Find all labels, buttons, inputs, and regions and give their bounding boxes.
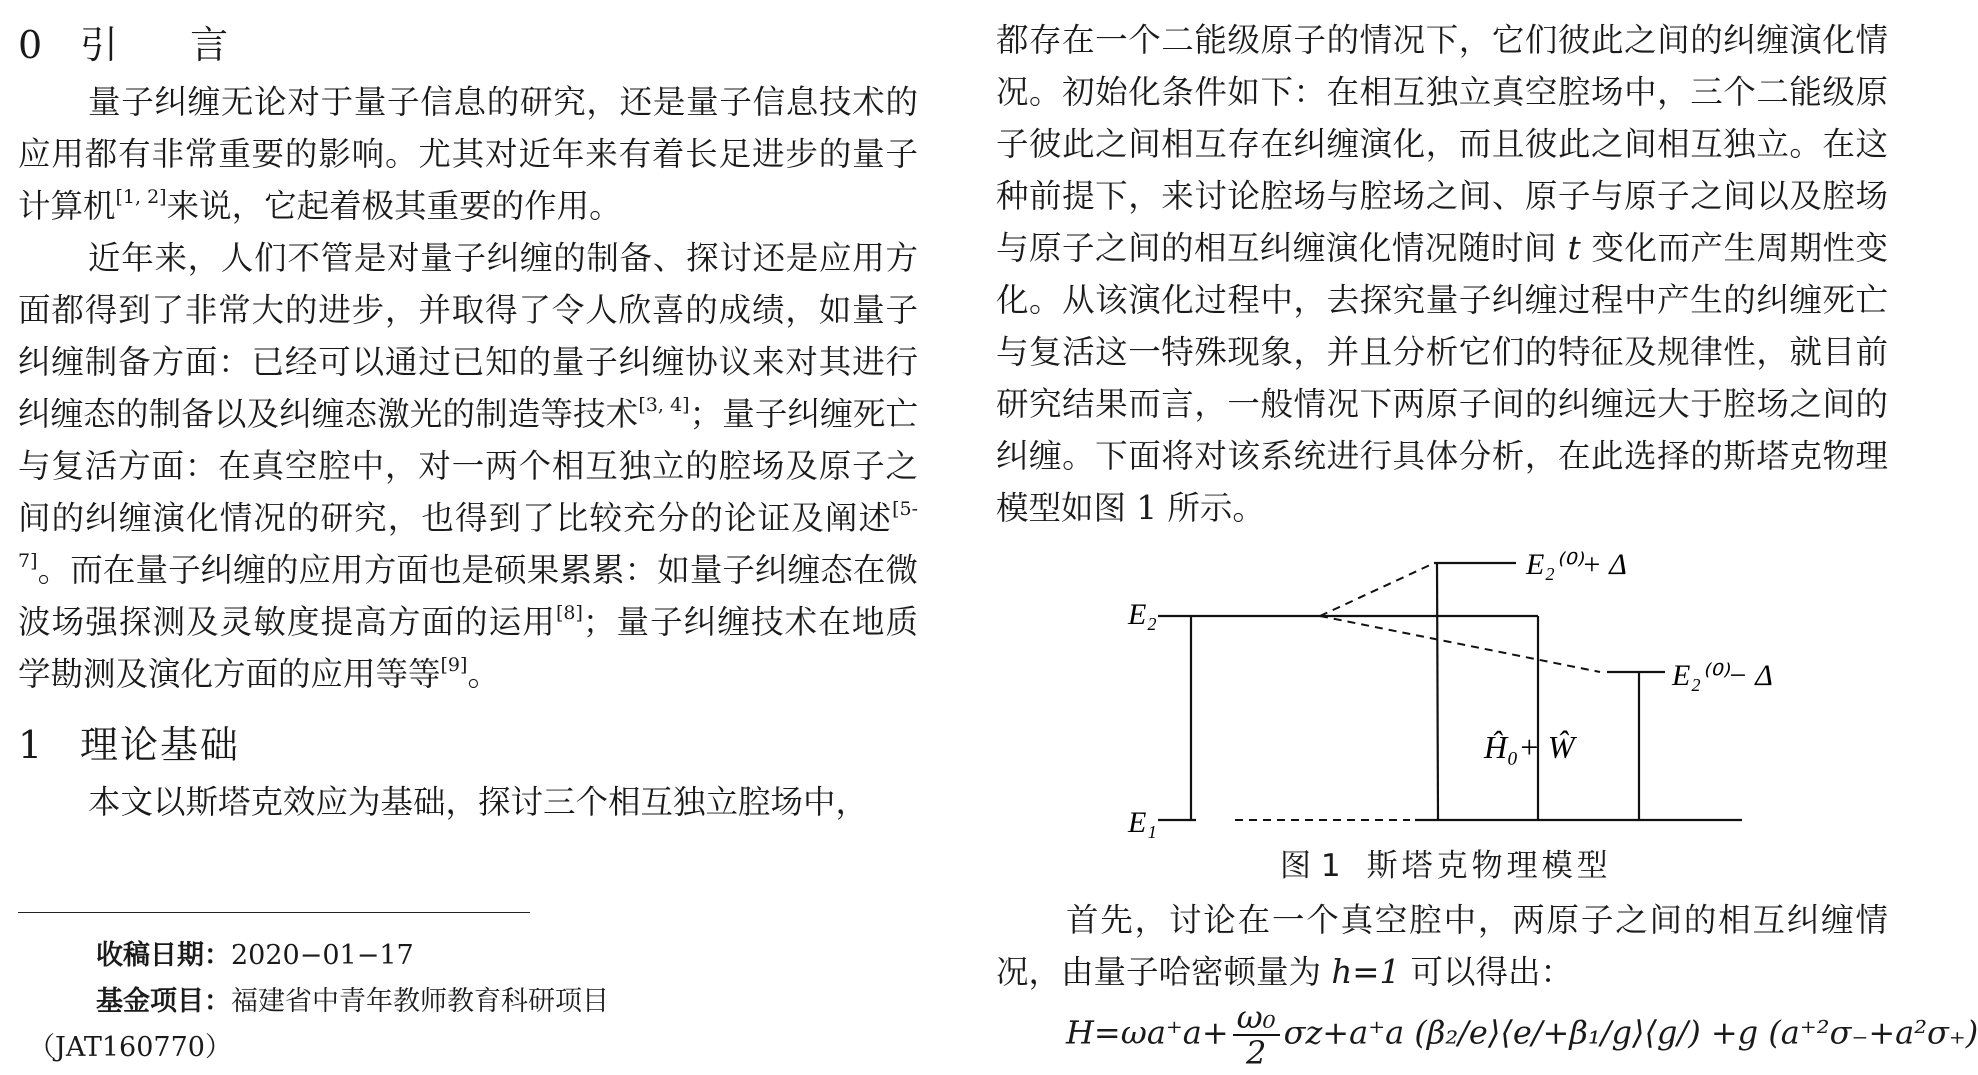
p1-text: 量子纠缠无论对于量子信息的研究，还是量子信息技术的应用都有非常重要的影响。尤其对近年来有着长足进步的量子计算机 — [18, 83, 918, 225]
inline-equation: h=1 — [1331, 953, 1401, 991]
citation: [5-7] — [18, 498, 918, 573]
section-1-title: 理论基础 — [80, 723, 241, 767]
intro-paragraph-1 — [18, 76, 918, 232]
fund-label: 基金项目： — [96, 986, 231, 1017]
p2-text-c: 。而在量子纠缠的应用方面也是硕果累累：如量子纠缠态在微波场强探测及灵敏度提高方面的运用 — [18, 551, 918, 641]
p2-text-a: 近年来，人们不管是对量子纠缠的制备、探讨还是应用方面都得到了非常大的进步，并取得了令人欣喜的成绩，如量子纠缠制备方面：已经可以通过已知的量子纠缠协议来对其进行纠缠态的制备以及纠缠态激光的制造等技术 — [18, 239, 918, 433]
fund-code: （JAT160770） — [28, 1032, 232, 1063]
section-1-intro: 本文以斯塔克效应为基础，探讨三个相互独立腔场中， — [88, 783, 869, 821]
citation: [3, 4] — [638, 394, 690, 417]
fraction-denominator: 2 — [1245, 1034, 1267, 1072]
right-paragraph-2 — [996, 894, 1888, 998]
label-lower: E₂⁽⁰⁾− Δ — [1672, 659, 1773, 692]
label-upper: E₂⁽⁰⁾+ Δ — [1526, 548, 1627, 581]
rp1-text-b: 变化而产生周期性变化。从该演化过程中，去探究量子纠缠过程中产生的纠缠死亡与复活这一特殊现象，并且分析它们的特征及规律性，就目前研究结果而言，一般情况下两原子间的纠缠远大于腔场之间的纠缠。下面将对该系统进行具体分析，在此选择的斯塔克物理模型如图 1 所示。 — [996, 229, 1888, 527]
received-label: 收稿日期： — [96, 940, 231, 971]
split-line-up — [1320, 565, 1430, 616]
right-column — [996, 14, 1888, 534]
section-1-heading — [18, 714, 918, 776]
p2-text-d: ；量子纠缠技术在地质学勘测及演化方面的应用等等 — [18, 603, 918, 693]
citation: [1, 2] — [115, 186, 167, 209]
right-paragraph-1 — [996, 14, 1888, 534]
rp2-text-b: 可以得出： — [1410, 953, 1574, 991]
rp1-text-a: 都存在一个二能级原子的情况下，它们彼此之间的纠缠演化情况。初始化条件如下：在相互独立真空腔场中，三个二能级原子彼此之间相互存在纠缠演化，而且彼此之间相互独立。在这种前提下，来讨论腔场与腔场之间、原子与原子之间以及腔场与原子之间的相互纠缠演化情况随时间 — [996, 21, 1888, 267]
split-line-down — [1320, 616, 1600, 672]
received-value: 2020−01−17 — [231, 940, 414, 971]
left-column — [18, 14, 918, 828]
section-0-heading — [18, 14, 918, 76]
received-date — [96, 938, 414, 974]
transition-upper — [1437, 563, 1438, 820]
citation: [9] — [440, 654, 468, 677]
label-e2: E₂ — [1128, 598, 1157, 631]
time-variable: t — [1567, 229, 1581, 267]
p2-text-e: 。 — [467, 655, 500, 693]
rp2-text-a: 首先，讨论在一个真空腔中，两原子之间的相互纠缠情况，由量子哈密顿量为 — [996, 901, 1888, 991]
equation-lhs: H=ωa⁺a+ — [1066, 1013, 1229, 1052]
fund-value: 福建省中青年教师教育科研项目 — [231, 986, 609, 1017]
section-0-title: 引 言 — [80, 23, 259, 67]
caption-number: 图 1 — [1280, 848, 1341, 884]
p2-text-b: ；量子纠缠死亡与复活方面：在真空腔中，对一两个相互独立的腔场及原子之间的纠缠演化情况的研究，也得到了比较充分的论证及阐述 — [18, 395, 918, 537]
hamiltonian-equation — [1066, 1000, 1978, 1070]
citation: [8] — [555, 602, 583, 625]
equation-fraction — [1233, 1000, 1280, 1070]
fraction-numerator: ω₀ — [1233, 1000, 1280, 1036]
caption-text: 斯塔克物理模型 — [1366, 848, 1612, 884]
figure-caption — [1280, 844, 1612, 888]
stark-model-figure — [1090, 530, 1820, 890]
right-paragraph-2-wrap — [996, 894, 1888, 998]
label-hamiltonian: Ĥ₀+ Ŵ — [1484, 729, 1575, 765]
label-e1: E₁ — [1128, 806, 1157, 839]
p1-text-end: 来说，它起着极其重要的作用。 — [166, 187, 622, 225]
section-0-number: 0 — [18, 23, 43, 67]
equation-rhs: σz+a⁺a (β₂/e⟩⟨e/+β₁/g⟩⟨g/) +g (a⁺²σ₋+a²σ₊) — [1283, 1013, 1978, 1052]
fund-project — [96, 984, 609, 1020]
intro-paragraph-2 — [18, 232, 918, 700]
section-1-number: 1 — [18, 723, 43, 767]
energy-level-diagram — [1090, 530, 1820, 850]
footnote-rule — [18, 912, 530, 913]
